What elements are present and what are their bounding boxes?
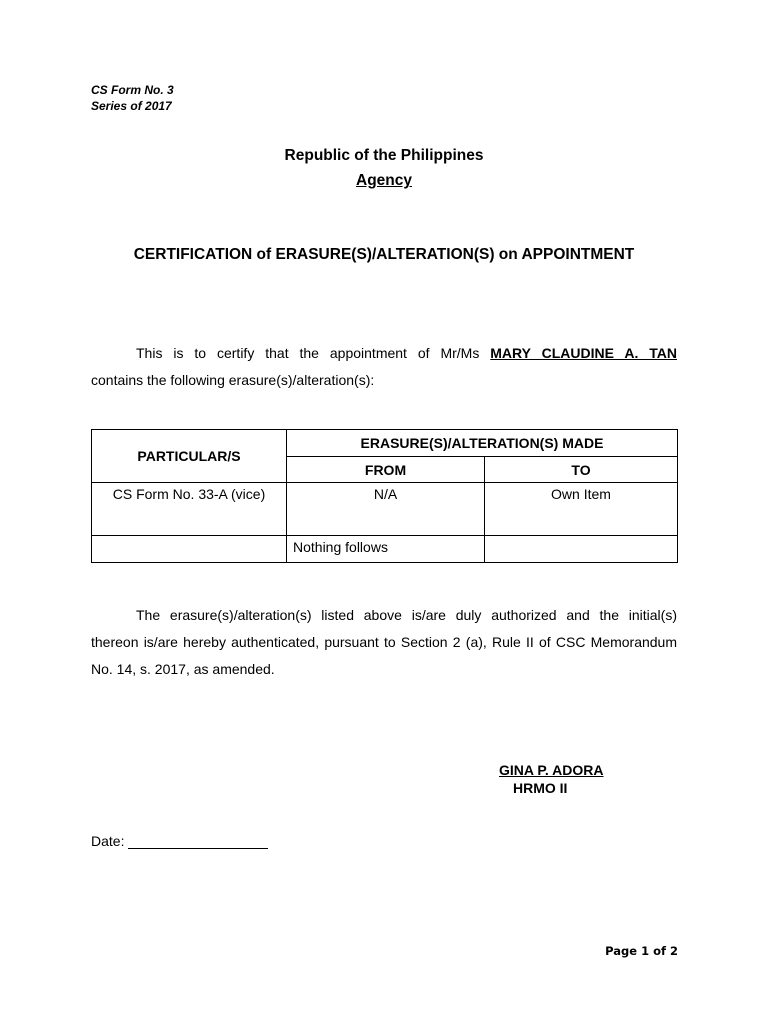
certification-text-continued: contains the following erasure(s)/alteration(s):	[91, 372, 375, 388]
date-label: Date:	[91, 833, 125, 849]
document-title: CERTIFICATION of ERASURE(S)/ALTERATION(S) on APPOINTMENT	[133, 246, 635, 263]
header-to: TO	[485, 457, 678, 483]
cell-particular: CS Form No. 33-A (vice)	[92, 483, 287, 536]
authentication-line-1	[91, 602, 677, 629]
cell-particular	[92, 536, 287, 563]
authentication-text: The erasure(s)/alteration(s) listed above is/are duly authorized and the initial(s)	[136, 607, 677, 623]
cell-to: Own Item	[485, 483, 678, 536]
date-field	[91, 833, 268, 849]
table-row	[92, 483, 678, 536]
cell-to	[485, 536, 678, 563]
republic-heading: Republic of the Philippines	[284, 147, 484, 164]
form-number-block	[91, 82, 174, 114]
form-series: Series of 2017	[91, 99, 172, 113]
authentication-text-continued: thereon is/are hereby authenticated, pursuant to Section 2 (a), Rule II of CSC Memorandum No. 14, s. 2017, as amended.	[91, 634, 677, 677]
table-header-row	[92, 430, 678, 457]
header-particulars: PARTICULAR/S	[92, 430, 287, 483]
table-row	[92, 536, 678, 563]
cell-from: N/A	[287, 483, 485, 536]
appointee-name: MARY CLAUDINE A. TAN	[490, 345, 677, 361]
page-number: Page 1 of 2	[605, 944, 678, 958]
certification-line-1	[91, 340, 677, 367]
signatory-title: HRMO II	[513, 780, 568, 796]
erasure-table	[91, 429, 678, 563]
header-from: FROM	[287, 457, 485, 483]
certification-text: This is to certify that the appointment of Mr/Ms	[136, 345, 480, 361]
signatory-name: GINA P. ADORA	[499, 762, 604, 778]
agency-heading: Agency	[356, 172, 412, 189]
header-erasures-made: ERASURE(S)/ALTERATION(S) MADE	[287, 430, 678, 457]
form-number: CS Form No. 3	[91, 83, 174, 97]
cell-from: Nothing follows	[287, 536, 485, 563]
date-blank-line	[128, 833, 268, 849]
authentication-paragraph	[91, 602, 677, 683]
certification-paragraph	[91, 340, 677, 394]
